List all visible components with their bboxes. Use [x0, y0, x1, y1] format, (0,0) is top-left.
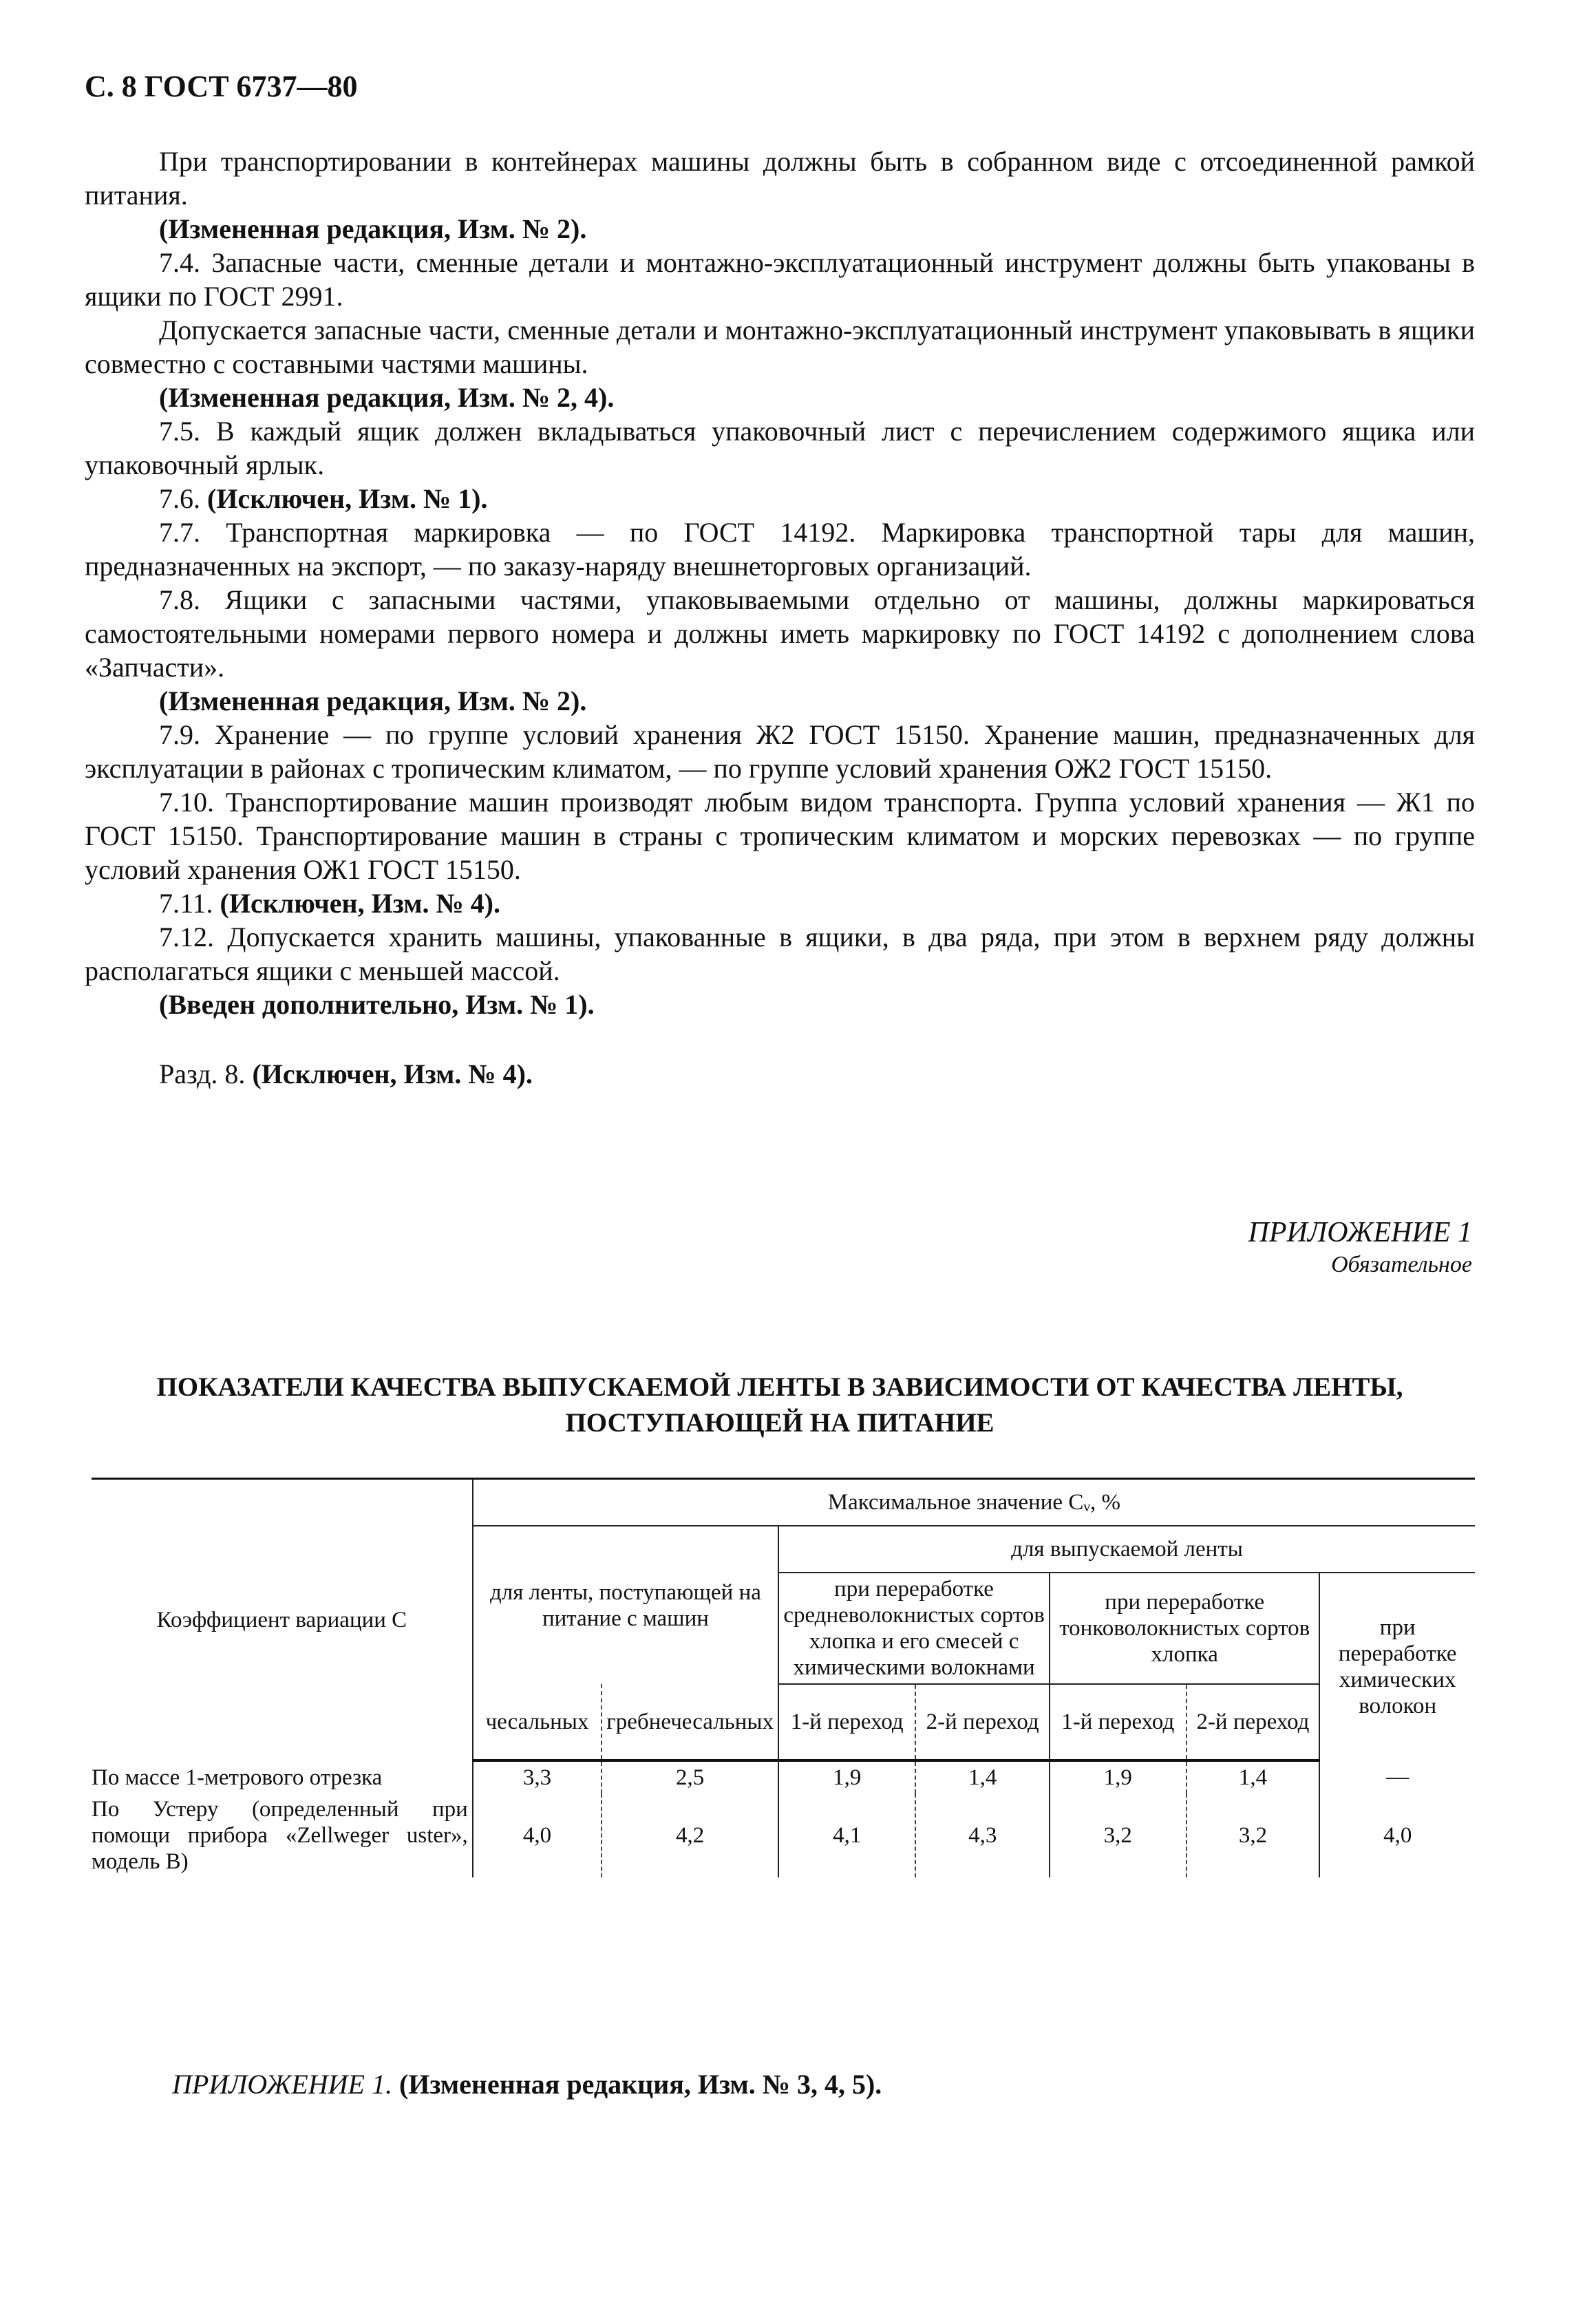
row-label: По Устеру (определенный при помощи прибора «Zellweger uster», модель В): [92, 1797, 468, 1874]
table-cell: 4,1: [778, 1793, 915, 1877]
header-input-tape: для ленты, поступающей на питание с машин: [473, 1526, 778, 1684]
table-cell: 3,2: [1050, 1793, 1187, 1877]
paragraph: [85, 482, 1475, 515]
table-cell: 3,3: [473, 1760, 602, 1793]
row-label: По массе 1-метрового отрезка: [92, 1765, 383, 1790]
appendix-status: Обязательное: [1331, 1252, 1472, 1277]
clause-number: 7.11.: [159, 888, 213, 919]
paragraph: 7.8. Ящики с запасными частями, упаковываемыми отдельно от машины, должны маркироваться самостоятельными номерами первого номера и должны иметь маркировку по ГОСТ 14192 с дополнением слова «Запчасти».: [85, 584, 1475, 683]
amendment-note: (Введен дополнительно, Изм. № 1).: [159, 989, 595, 1020]
amendment-note: (Измененная редакция, Изм. № 2).: [159, 685, 587, 716]
paragraph: 7.5. В каждый ящик должен вкладываться упаковочный лист с перечислением содержимого ящика или упаковочный ярлык.: [85, 416, 1475, 480]
table-cell: 1,9: [778, 1760, 915, 1793]
header-output-tape: для выпускаемой ленты: [778, 1526, 1475, 1573]
amendment-note: (Измененная редакция, Изм. № 3, 4, 5).: [398, 2069, 882, 2100]
header-fine-fiber: при переработке тонковолокнистых сортов хлопка: [1050, 1573, 1319, 1684]
title-line: ПОСТУПАЮЩЕЙ НА ПИТАНИЕ: [565, 1408, 994, 1438]
table-cell: 1,9: [1050, 1760, 1187, 1793]
table-cell: 3,2: [1187, 1793, 1320, 1877]
table-row: [92, 1793, 1475, 1877]
table-cell: 1,4: [1187, 1760, 1320, 1793]
appendix-amendment-note: [172, 2068, 882, 2100]
amendment-note: (Исключен, Изм. № 4).: [220, 888, 500, 919]
body-text: [85, 145, 1475, 1091]
header-chemical-fiber: при переработке химических волокон: [1319, 1573, 1475, 1760]
table-cell: —: [1319, 1760, 1475, 1793]
paragraph: 7.12. Допускается хранить машины, упакованные в ящики, в два ряда, при этом в верхнем ряду должны располагаться ящики с меньшей массой.: [85, 922, 1475, 986]
appendix-label: [1248, 1215, 1472, 1279]
paragraph: Допускается запасные части, сменные детали и монтажно-эксплуатационный инструмент упаковывать в ящики совместно с составными частями машины.: [85, 315, 1475, 379]
amendment-note: (Измененная редакция, Изм. № 2).: [159, 213, 587, 244]
page-header: С. 8 ГОСТ 6737—80: [85, 70, 358, 103]
table-cell: 2,5: [602, 1760, 778, 1793]
clause-number: 7.6.: [159, 483, 200, 514]
header-max-value: Максимальное значение Cᵥ, %: [473, 1479, 1475, 1526]
section-number: Разд. 8.: [159, 1058, 246, 1089]
header-coefficient: Коэффициент вариации С: [156, 1608, 407, 1632]
table-cell: 4,3: [915, 1793, 1050, 1877]
table-row: [92, 1760, 1475, 1793]
header-pass-2: 2-й переход: [1187, 1684, 1320, 1760]
table-cell: 4,0: [473, 1793, 602, 1877]
title-line: ПОКАЗАТЕЛИ КАЧЕСТВА ВЫПУСКАЕМОЙ ЛЕНТЫ В ЗАВИСИМОСТИ ОТ КАЧЕСТВА ЛЕНТЫ,: [156, 1372, 1403, 1402]
amendment-note: (Измененная редакция, Изм. № 2, 4).: [159, 382, 615, 413]
header-carding: чесальных: [473, 1684, 602, 1760]
appendix-number: ПРИЛОЖЕНИЕ 1: [1248, 1217, 1472, 1248]
paragraph: [85, 886, 1475, 920]
appendix-ref: ПРИЛОЖЕНИЕ 1.: [172, 2069, 392, 2100]
appendix-title: [85, 1370, 1475, 1441]
table-cell: 1,4: [915, 1760, 1050, 1793]
amendment-note: (Исключен, Изм. № 1).: [207, 483, 488, 514]
quality-table: [92, 1478, 1475, 1877]
header-combing: гребнечесальных: [602, 1684, 778, 1760]
table-cell: 4,2: [602, 1793, 778, 1877]
paragraph: 7.10. Транспортирование машин производят любым видом транспорта. Группа условий хранения — Ж1 по ГОСТ 15150. Транспортирование машин в страны с тропическим климатом и морских перевозках — по группе условий хранения ОЖ1 ГОСТ 15150.: [85, 787, 1475, 885]
paragraph: 7.4. Запасные части, сменные детали и монтажно-эксплуатационный инструмент должны быть упакованы в ящики по ГОСТ 2991.: [85, 247, 1475, 312]
header-pass-1: 1-й переход: [778, 1684, 915, 1760]
header-pass-1: 1-й переход: [1050, 1684, 1187, 1760]
amendment-note: (Исключен, Изм. № 4).: [252, 1058, 533, 1089]
paragraph: 7.9. Хранение — по группе условий хранения Ж2 ГОСТ 15150. Хранение машин, предназначенных для эксплуатации в районах с тропическим климатом, — по группе условий хранения ОЖ2 ГОСТ 15150.: [85, 719, 1475, 784]
header-pass-2: 2-й переход: [915, 1684, 1050, 1760]
paragraph: При транспортировании в контейнерах машины должны быть в собранном виде с отсоединенной рамкой питания.: [85, 146, 1475, 211]
section-note: [85, 1057, 1475, 1091]
paragraph: 7.7. Транспортная маркировка — по ГОСТ 14192. Маркировка транспортной тары для машин, предназначенных на экспорт, — по заказу-наряду внешнеторговых организаций.: [85, 517, 1475, 582]
header-medium-fiber: при переработке средневолокнистых сортов хлопка и его смесей с химическими волокнами: [778, 1573, 1050, 1684]
table-cell: 4,0: [1319, 1793, 1475, 1877]
